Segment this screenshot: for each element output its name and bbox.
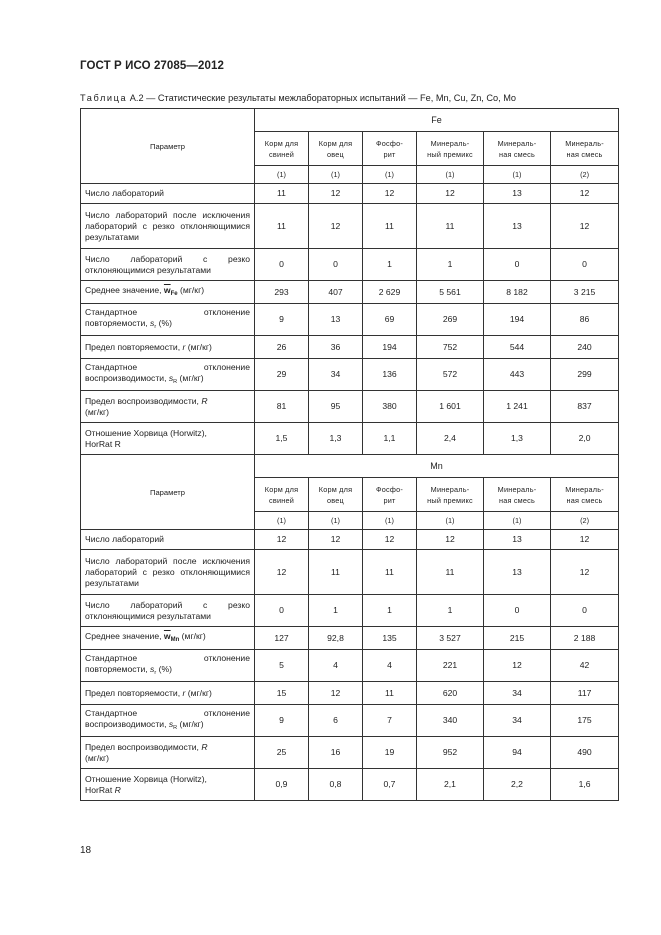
- row-label-text: Число лабораторий с резко отклоняющимися результатами: [85, 599, 250, 621]
- row-label-text: Предел повторяемости,: [85, 341, 181, 352]
- value-cell: 9: [255, 304, 309, 336]
- value-cell: 8 182: [484, 281, 551, 304]
- row-label-text: Отношение Хорвица (Horwitz),: [85, 773, 207, 784]
- value-cell: 12: [363, 184, 417, 204]
- value-cell: 11: [363, 550, 417, 595]
- value-cell: 2,2: [484, 769, 551, 801]
- row-label: [81, 550, 255, 595]
- sample-header-line2: овец: [327, 149, 344, 159]
- count-header-cell: (1): [484, 166, 551, 184]
- row-label: [81, 682, 255, 705]
- value-cell: 12: [309, 682, 363, 705]
- table-row: [81, 281, 619, 304]
- value-cell: 34: [309, 359, 363, 391]
- table-row: [81, 627, 619, 650]
- value-cell: 752: [417, 336, 484, 359]
- value-cell: 620: [417, 682, 484, 705]
- table-row: [81, 304, 619, 336]
- value-cell: 0: [551, 595, 619, 627]
- value-cell: 1 601: [417, 391, 484, 423]
- value-cell: 12: [309, 184, 363, 204]
- value-cell: 299: [551, 359, 619, 391]
- r-symbol: r: [182, 341, 186, 352]
- horrat-symbol: R: [114, 784, 121, 795]
- row-label-unit: (мг/кг): [187, 687, 212, 698]
- value-cell: 13: [484, 530, 551, 550]
- value-cell: 12: [417, 530, 484, 550]
- value-cell: 0: [551, 249, 619, 281]
- count-header-cell: (1): [417, 512, 484, 530]
- sample-header-cell: [255, 132, 309, 166]
- value-cell: 1: [417, 595, 484, 627]
- value-cell: 13: [309, 304, 363, 336]
- row-label: [81, 204, 255, 249]
- value-cell: 0: [255, 249, 309, 281]
- value-cell: 127: [255, 627, 309, 650]
- sample-header-cell: [309, 132, 363, 166]
- value-cell: 13: [484, 184, 551, 204]
- sample-header-cell: [309, 478, 363, 512]
- value-cell: 2 629: [363, 281, 417, 304]
- value-cell: 490: [551, 737, 619, 769]
- sample-header-line1: Фосфо-: [376, 484, 403, 494]
- value-cell: 0: [255, 595, 309, 627]
- row-label-text: Число лабораторий после исключения лабораторий с резко отклоняющимися результатами: [85, 209, 250, 242]
- table-row: [81, 705, 619, 737]
- row-label: [81, 530, 255, 550]
- sample-header-line2: ный премикс: [427, 149, 473, 159]
- value-cell: 194: [484, 304, 551, 336]
- sample-header-line1: Фосфо-: [376, 138, 403, 148]
- sR-symbol: s: [168, 372, 174, 383]
- table-row: [81, 184, 619, 204]
- row-label-text: Стандартное отклонение повторяемости,: [85, 652, 250, 674]
- value-cell: 952: [417, 737, 484, 769]
- value-cell: 340: [417, 705, 484, 737]
- sample-header-cell: [417, 132, 484, 166]
- value-cell: 135: [363, 627, 417, 650]
- value-cell: 4: [309, 650, 363, 682]
- table-row: [81, 204, 619, 249]
- value-cell: 12: [484, 650, 551, 682]
- value-cell: 34: [484, 705, 551, 737]
- value-cell: 12: [551, 184, 619, 204]
- value-cell: 1,6: [551, 769, 619, 801]
- value-cell: 15: [255, 682, 309, 705]
- table-row: [81, 595, 619, 627]
- sample-header-line2: ная смесь: [566, 495, 603, 505]
- value-cell: 12: [255, 530, 309, 550]
- sample-header-cell: [363, 132, 417, 166]
- row-label-text: Число лабораторий: [85, 188, 164, 198]
- value-cell: 0,9: [255, 769, 309, 801]
- row-label: [81, 650, 255, 682]
- value-cell: 2,4: [417, 423, 484, 455]
- value-cell: 6: [309, 705, 363, 737]
- value-cell: 11: [255, 204, 309, 249]
- mean-subscript: Mn: [170, 636, 180, 643]
- count-header-cell: (1): [255, 512, 309, 530]
- value-cell: 0: [484, 249, 551, 281]
- value-cell: 81: [255, 391, 309, 423]
- value-cell: 269: [417, 304, 484, 336]
- value-cell: 3 215: [551, 281, 619, 304]
- value-cell: 136: [363, 359, 417, 391]
- value-cell: 0: [309, 249, 363, 281]
- value-cell: 1,3: [309, 423, 363, 455]
- value-cell: 11: [417, 204, 484, 249]
- value-cell: 5: [255, 650, 309, 682]
- value-cell: 1: [363, 595, 417, 627]
- count-header-cell: (1): [309, 166, 363, 184]
- sample-header-line1: Корм для: [318, 138, 353, 148]
- value-cell: 42: [551, 650, 619, 682]
- sample-header-line2: овец: [327, 495, 344, 505]
- row-label-unit: (мг/кг): [179, 372, 204, 383]
- value-cell: 92,8: [309, 627, 363, 650]
- sample-header-line2: ная смесь: [498, 149, 536, 159]
- row-label-text: Предел воспроизводимости,: [85, 741, 199, 752]
- row-label: [81, 769, 255, 801]
- sample-header-cell: [551, 478, 619, 512]
- value-cell: 175: [551, 705, 619, 737]
- row-label-text: Стандартное отклонение воспроизводимости,: [85, 361, 250, 383]
- value-cell: 12: [309, 530, 363, 550]
- value-cell: 12: [363, 530, 417, 550]
- section-header-row: [81, 455, 619, 478]
- count-header-cell: (1): [255, 166, 309, 184]
- value-cell: 380: [363, 391, 417, 423]
- row-label: [81, 281, 255, 304]
- mean-symbol: $\overline{w}$: [163, 284, 171, 295]
- value-cell: 12: [417, 184, 484, 204]
- sample-header-line1: Корм для: [264, 484, 299, 494]
- value-cell: 95: [309, 391, 363, 423]
- sample-header-line2: ный премикс: [427, 495, 473, 505]
- value-cell: 4: [363, 650, 417, 682]
- table-row: [81, 249, 619, 281]
- value-cell: 3 527: [417, 627, 484, 650]
- sR-symbol: s: [168, 718, 174, 729]
- R-symbol: R: [201, 395, 208, 406]
- row-label: [81, 423, 255, 455]
- sample-header-cell: [255, 478, 309, 512]
- sr-subscript: r: [154, 669, 157, 676]
- row-label-text: Число лабораторий после исключения лабораторий с резко отклоняющимися результатами: [85, 555, 250, 588]
- count-header-cell: (2): [551, 166, 619, 184]
- table-caption: [80, 93, 516, 103]
- mean-subscript: Fe: [170, 290, 178, 297]
- r-symbol: r: [182, 687, 186, 698]
- param-column-header: Параметр: [81, 109, 255, 184]
- value-cell: 9: [255, 705, 309, 737]
- sR-subscript: R: [173, 378, 178, 385]
- row-label: [81, 249, 255, 281]
- value-cell: 11: [417, 550, 484, 595]
- value-cell: 12: [551, 530, 619, 550]
- row-label: [81, 184, 255, 204]
- row-label-unit: (мг/кг): [85, 406, 110, 417]
- value-cell: 11: [309, 550, 363, 595]
- value-cell: 13: [484, 204, 551, 249]
- row-label-unit: (мг/кг): [179, 718, 204, 729]
- value-cell: 13: [484, 550, 551, 595]
- caption-text: А.2 — Статистические результаты межлабораторных испытаний — Fe, Mn, Cu, Zn, Co, Mo: [127, 93, 517, 103]
- sample-header-line1: Минераль-: [565, 484, 604, 494]
- table-row: [81, 550, 619, 595]
- value-cell: 69: [363, 304, 417, 336]
- value-cell: 12: [551, 550, 619, 595]
- table-row: [81, 391, 619, 423]
- table-row: [81, 769, 619, 801]
- row-label-text: Число лабораторий с резко отклоняющимися результатами: [85, 253, 250, 275]
- value-cell: 407: [309, 281, 363, 304]
- sample-header-cell: [417, 478, 484, 512]
- row-label-text: Предел воспроизводимости,: [85, 395, 199, 406]
- sr-symbol: s: [150, 317, 155, 328]
- value-cell: 0,7: [363, 769, 417, 801]
- count-header-cell: (1): [484, 512, 551, 530]
- value-cell: 1,1: [363, 423, 417, 455]
- row-label-text: Среднее значение,: [85, 284, 162, 295]
- row-label-text: Предел повторяемости,: [85, 687, 181, 698]
- value-cell: 443: [484, 359, 551, 391]
- sample-header-line2: ная смесь: [498, 495, 536, 505]
- value-cell: 11: [363, 204, 417, 249]
- row-label-text: HorRat: [85, 438, 113, 449]
- page-number: 18: [80, 845, 92, 856]
- value-cell: 240: [551, 336, 619, 359]
- row-label-text: Отношение Хорвица (Horwitz),: [85, 427, 207, 438]
- row-label: [81, 391, 255, 423]
- sample-header-cell: [484, 132, 551, 166]
- count-header-cell: (2): [551, 512, 619, 530]
- row-label: [81, 336, 255, 359]
- value-cell: 25: [255, 737, 309, 769]
- row-label-text: HorRat: [85, 784, 113, 795]
- row-label: [81, 627, 255, 650]
- value-cell: 7: [363, 705, 417, 737]
- count-header-cell: (1): [417, 166, 484, 184]
- table-row: [81, 530, 619, 550]
- row-label: [81, 737, 255, 769]
- table-row: [81, 359, 619, 391]
- row-label-unit: (мг/кг): [187, 341, 212, 352]
- value-cell: 94: [484, 737, 551, 769]
- value-cell: 5 561: [417, 281, 484, 304]
- value-cell: 572: [417, 359, 484, 391]
- sample-header-line1: Минераль-: [565, 138, 604, 148]
- value-cell: 86: [551, 304, 619, 336]
- value-cell: 837: [551, 391, 619, 423]
- row-label-text: Число лабораторий: [85, 534, 164, 544]
- param-column-header: Параметр: [81, 455, 255, 530]
- row-label: [81, 304, 255, 336]
- row-label-text: Стандартное отклонение воспроизводимости,: [85, 707, 250, 729]
- sample-header-line2: ная смесь: [566, 149, 603, 159]
- value-cell: 11: [363, 682, 417, 705]
- caption-prefix: Таблица: [80, 93, 128, 103]
- value-cell: 2,1: [417, 769, 484, 801]
- table-row: [81, 737, 619, 769]
- row-label-unit: (%): [158, 317, 172, 328]
- sample-header-cell: [484, 478, 551, 512]
- value-cell: 544: [484, 336, 551, 359]
- value-cell: 29: [255, 359, 309, 391]
- value-cell: 11: [255, 184, 309, 204]
- table-row: [81, 336, 619, 359]
- document-header: ГОСТ Р ИСО 27085—2012: [80, 60, 225, 72]
- value-cell: 12: [255, 550, 309, 595]
- value-cell: 221: [417, 650, 484, 682]
- value-cell: 215: [484, 627, 551, 650]
- value-cell: 1,3: [484, 423, 551, 455]
- horrat-symbol: R: [114, 438, 121, 449]
- value-cell: 16: [309, 737, 363, 769]
- value-cell: 1 241: [484, 391, 551, 423]
- element-header: Fe: [255, 109, 619, 132]
- results-table: [80, 108, 619, 801]
- count-header-cell: (1): [363, 166, 417, 184]
- sample-header-line1: Минераль-: [430, 138, 470, 148]
- value-cell: 2 188: [551, 627, 619, 650]
- value-cell: 0,8: [309, 769, 363, 801]
- R-symbol: R: [201, 741, 208, 752]
- value-cell: 12: [551, 204, 619, 249]
- sample-header-line1: Корм для: [264, 138, 299, 148]
- value-cell: 26: [255, 336, 309, 359]
- element-header: Mn: [255, 455, 619, 478]
- sample-header-line1: Минераль-: [497, 138, 537, 148]
- table-row: [81, 650, 619, 682]
- value-cell: 1,5: [255, 423, 309, 455]
- value-cell: 12: [309, 204, 363, 249]
- value-cell: 1: [363, 249, 417, 281]
- row-label-unit: (мг/кг): [85, 752, 110, 763]
- value-cell: 36: [309, 336, 363, 359]
- sample-header-line1: Минераль-: [497, 484, 537, 494]
- sample-header-line1: Минераль-: [430, 484, 470, 494]
- sr-subscript: r: [154, 323, 157, 330]
- value-cell: 19: [363, 737, 417, 769]
- value-cell: 293: [255, 281, 309, 304]
- value-cell: 2,0: [551, 423, 619, 455]
- sample-header-line2: рит: [383, 149, 396, 159]
- count-header-cell: (1): [309, 512, 363, 530]
- sample-header-line1: Корм для: [318, 484, 353, 494]
- sR-subscript: R: [173, 724, 178, 731]
- sr-symbol: s: [150, 663, 155, 674]
- value-cell: 1: [309, 595, 363, 627]
- value-cell: 194: [363, 336, 417, 359]
- row-label-unit: (мг/кг): [181, 630, 206, 641]
- value-cell: 117: [551, 682, 619, 705]
- table-row: [81, 423, 619, 455]
- value-cell: 0: [484, 595, 551, 627]
- value-cell: 1: [417, 249, 484, 281]
- sample-header-line2: свиней: [269, 149, 294, 159]
- section-header-row: [81, 109, 619, 132]
- mean-symbol: $\overline{w}$: [163, 630, 171, 641]
- row-label-unit: (мг/кг): [180, 284, 205, 295]
- value-cell: 34: [484, 682, 551, 705]
- row-label-text: Среднее значение,: [85, 630, 162, 641]
- row-label: [81, 359, 255, 391]
- sample-header-cell: [551, 132, 619, 166]
- count-header-cell: (1): [363, 512, 417, 530]
- table-row: [81, 682, 619, 705]
- sample-header-cell: [363, 478, 417, 512]
- sample-header-line2: рит: [383, 495, 396, 505]
- sample-header-line2: свиней: [269, 495, 294, 505]
- row-label-unit: (%): [158, 663, 172, 674]
- row-label-text: Стандартное отклонение повторяемости,: [85, 306, 250, 328]
- row-label: [81, 595, 255, 627]
- row-label: [81, 705, 255, 737]
